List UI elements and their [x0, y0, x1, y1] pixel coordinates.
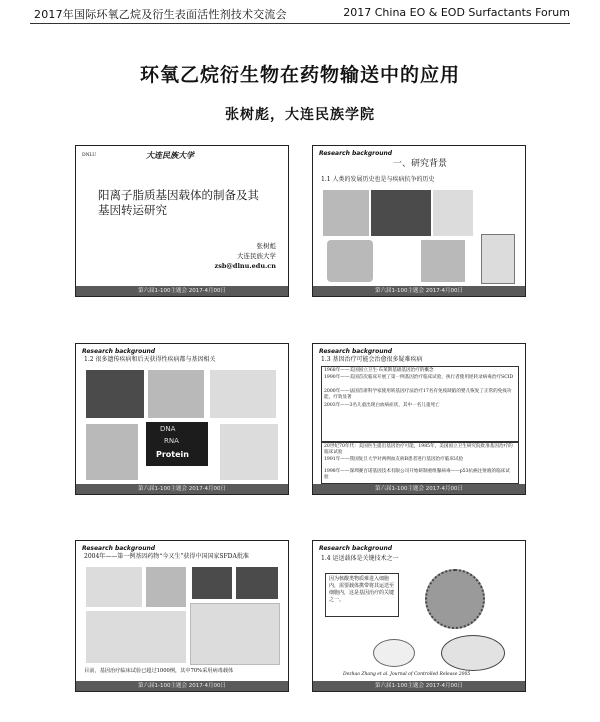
slide-note: 目前，基因治疗临床试验已超过1000例，其中70%采用病毒载体 [84, 668, 234, 674]
timeline-row: 1990年——美国首次临床开展了第一例基因治疗临床试验，执行者使用逆转录病毒治疗SCID [324, 375, 514, 380]
slide-footer: 第六届1-100主题会 2017·4月00日 [313, 484, 525, 494]
slide-footer: 第六届1-100主题会 2017·4月00日 [76, 484, 288, 494]
slide-author: 张树彪 [256, 242, 276, 250]
section-label: Research background [82, 348, 156, 355]
slide-gendicine [75, 540, 289, 692]
timeline-row: 1991年——我国复旦大学对两例血友病B患者进行基因治疗临床试验 [324, 457, 464, 462]
slide-footer: 第六届1-100主题会 2017·4月00日 [313, 681, 525, 691]
section-label: Research background [82, 545, 156, 552]
slide-history [312, 145, 526, 297]
slide-title-text: 阳离子脂质基因载体的制备及其基因转运研究 [98, 188, 259, 217]
section-label: Research background [319, 348, 393, 355]
slide-footer: 第六届1-100主题会 2017·4月00日 [313, 286, 525, 296]
cell-cluster-image [86, 424, 138, 480]
explanation-box [325, 573, 399, 617]
plague-painting-image [371, 190, 431, 236]
slide-footer: 第六届1-100主题会 2017·4月00日 [76, 286, 288, 296]
book-cover-image [481, 234, 515, 284]
slide-email: zsb@dlnu.edu.cn [214, 262, 276, 270]
slide-subheading: 1.4 运送载体是关键技术之一 [321, 555, 399, 562]
slide-gene-therapy [312, 343, 526, 495]
news-photo [236, 567, 278, 599]
doctor-image [327, 240, 373, 282]
dna-label: DNA [160, 425, 176, 433]
page-header [0, 0, 600, 26]
rna-label: RNA [164, 437, 179, 445]
central-dogma-panel [146, 422, 208, 466]
certificate-image [190, 603, 280, 665]
section-label: Research background [319, 545, 393, 552]
timeline-box-1 [321, 366, 519, 442]
molecule-image [220, 424, 278, 480]
timeline-row: 1968年——美国国立卫生·布莱斯基础基因治疗的概念 [324, 368, 434, 373]
slide-genes [75, 343, 289, 495]
slide-carrier [312, 540, 526, 692]
slide-small-text: DNLU [82, 153, 97, 158]
news-photo [192, 567, 232, 599]
portrait-image [433, 190, 473, 236]
citation: Dezhao Zhang et al. Journal of Controlled Release 2005 [343, 672, 471, 677]
conference-title-en: 2017 China EO & EOD Surfactants Forum [343, 6, 570, 19]
physician-figure-image [421, 240, 465, 282]
conference-title-cn: 2017年国际环氧乙烷及衍生表面活性剂技术交流会 [34, 8, 287, 21]
document-scan [86, 611, 186, 663]
slide-footer: 第六届1-100主题会 2017·4月00日 [76, 681, 288, 691]
vesicle-diagram [373, 639, 415, 667]
paper-author: 张树彪，大连民族学院 [225, 107, 375, 123]
history-image [323, 190, 369, 236]
patient-photo [86, 370, 144, 418]
slide-heading: 一、研究背景 [393, 159, 448, 169]
timeline-row: 2003年——3名儿童出现白血病症状，其中一名儿童死亡 [324, 403, 440, 408]
timeline-row: 2000年——法国首席科学家使用转基因疗法治疗17名有免疫缺陷的婴儿恢复了正常的免疫功能，疗效显著 [324, 389, 512, 400]
slide-org: 大连民族大学 [237, 252, 276, 260]
product-photo [86, 567, 142, 607]
slide-subheading: 1.2 很多遗传疾病和后天获得性疾病都与基因相关 [84, 356, 216, 363]
dna-helix-image [148, 370, 204, 418]
slide-subheading: 2004年——第一例基因药物“今又生”获得中国国家SFDA批准 [84, 553, 249, 560]
cell-image [210, 370, 276, 418]
university-logo: 大连民族大学 [146, 150, 194, 160]
paper-title: 环氧乙烷衍生物在药物输送中的应用 [139, 64, 460, 86]
slide-subheading: 1.1 人类的发展历史也是与疾病抗争的历史 [321, 176, 435, 183]
explanation-text: 因为核酸类物质难进入细胞内，需要载体携带将其运送至细胞内，这是基因治疗的关键之一。 [329, 576, 395, 603]
timeline-row: 1998年——深圳赛百诺基因技术有限公司开始研制重组腺病毒——p53抗癌注射液的临床试验 [324, 469, 510, 480]
timeline-row: 20世纪70年代：美国医生提出基因治疗可能，1985年，美国国立卫生研究院批准基因治疗的临床试验 [324, 444, 513, 455]
section-label: Research background [319, 150, 393, 157]
cell-diagram [441, 635, 505, 671]
product-box-image [146, 567, 186, 607]
slide-subheading: 1.3 基因治疗可能会治愈很多疑难疾病 [321, 356, 423, 363]
timeline-box-2 [321, 442, 519, 484]
protein-label: Protein [156, 450, 189, 459]
header-divider [30, 23, 570, 24]
nanoparticle-diagram [425, 569, 485, 629]
slide-title [75, 145, 289, 297]
